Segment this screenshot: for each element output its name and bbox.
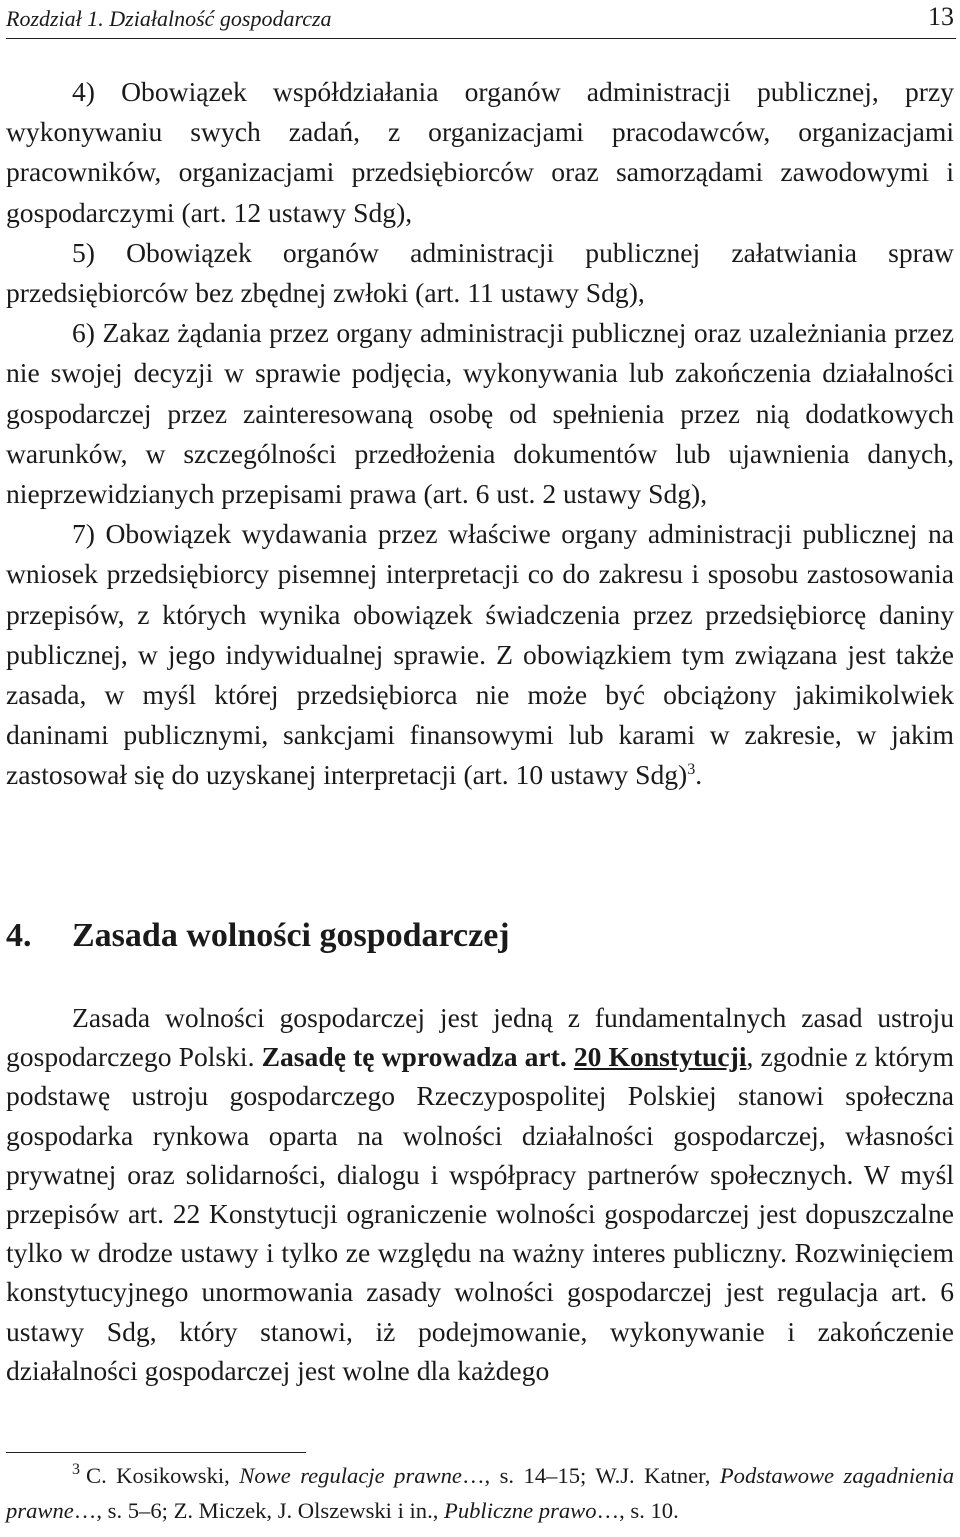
footnote: $^3$ C. Kosikowski, Nowe regulacje prawne…, s. 14–15; W.J. Katner, Podstawowe zagadnienia prawne…, s. 5–6; Z. Miczek, J. Olszewski i in., Publiczne prawo…, s. 10. — [6, 1461, 955, 1523]
section-heading — [6, 914, 954, 958]
footnote-separator — [6, 1452, 306, 1453]
list-item-7: 7) Obowiązek wydawania przez właściwe organy administracji publicznej na wniosek przedsiębiorcy pisemnej interpretacji co do zakresu i sposobu zastosowania przepisów, z których wynika obowiązek świadczenia przez przedsiębiorcę daniny publicznej, w jego indywidualnej sprawie. Z obowiązkiem tym związana jest także zasada, w myśl której przedsiębiorca nie może być obciążony jakimikolwiek daninami publicznymi, sankcjami finansowymi lub karami w zakresie, w jakim zastosował się do uzyskanej interpretacji (art. 10 ustawy Sdg)$^3$. — [6, 518, 954, 791]
section-number: 4. — [6, 917, 32, 954]
running-head: Rozdział 1. Działalność gospodarcza — [6, 6, 332, 31]
section-title: Zasada wolności gospodarczej — [72, 917, 510, 954]
page-header — [6, 2, 956, 39]
section-paragraph: Zasada wolności gospodarczej jest jedną z fundamentalnych zasad ustroju gospodarczego Polski. Zasadę tę wprowadza art. 20 Konstytucji, zgodnie z którym podstawę ustroju gospodarczego Rzeczypospolitej Polskiej stanowi społeczna gospodarka rynkowa oparta na wolności działalności gospodarczej, własności prywatnej oraz solidarności, dialogu i współpracy partnerów społecznych. W myśl przepisów art. 22 Konstytucji ograniczenie wolności gospodarczej jest dopuszczalne tylko w drodze ustawy i tylko ze względu na ważny interes publiczny. Rozwinięciem konstytucyjnego unormowania zasady wolności gospodarczej jest regulacja art. 6 ustawy Sdg, który stanowi, iż podejmowanie, wykonywanie i zakończenie działalności gospodarczej jest wolne dla każdego — [6, 1002, 955, 1386]
footnote-reference: 3 — [687, 761, 696, 779]
list-item-4: 4) Obowiązek współdziałania organów administracji publicznej, przy wykonywaniu swych zadań, z organizacjami pracodawców, organizacjami pracowników, organizacjami przedsiębiorców oraz samorządami zawodowymi i gospodarczymi (art. 12 ustawy Sdg), — [6, 76, 954, 228]
section-body — [6, 998, 954, 1390]
footnote-mark: 3 — [72, 1461, 80, 1479]
page-number: 13 — [928, 2, 954, 31]
constitution-reference: 20 Konstytucji — [573, 1041, 747, 1073]
list-item-5: 5) Obowiązek organów administracji publicznej załatwiania spraw przedsiębiorców bez zbędnej zwłoki (art. 11 ustawy Sdg), — [6, 236, 954, 309]
enumerated-list — [6, 72, 954, 796]
list-item-6: 6) Zakaz żądania przez organy administracji publicznej oraz uzależniania przez nie swojej decyzji w sprawie podjęcia, wykonywania lub zakończenia działalności gospodarczej przez zainteresowaną osobę od spełnienia przez nią dodatkowych warunków, w szczególności przedłożenia dokumentów lub ujawnienia danych, nieprzewidzianych przepisami prawa (art. 6 ust. 2 ustawy Sdg), — [6, 317, 954, 510]
bold-phrase: Zasadę tę wprowadza art. — [261, 1041, 574, 1073]
